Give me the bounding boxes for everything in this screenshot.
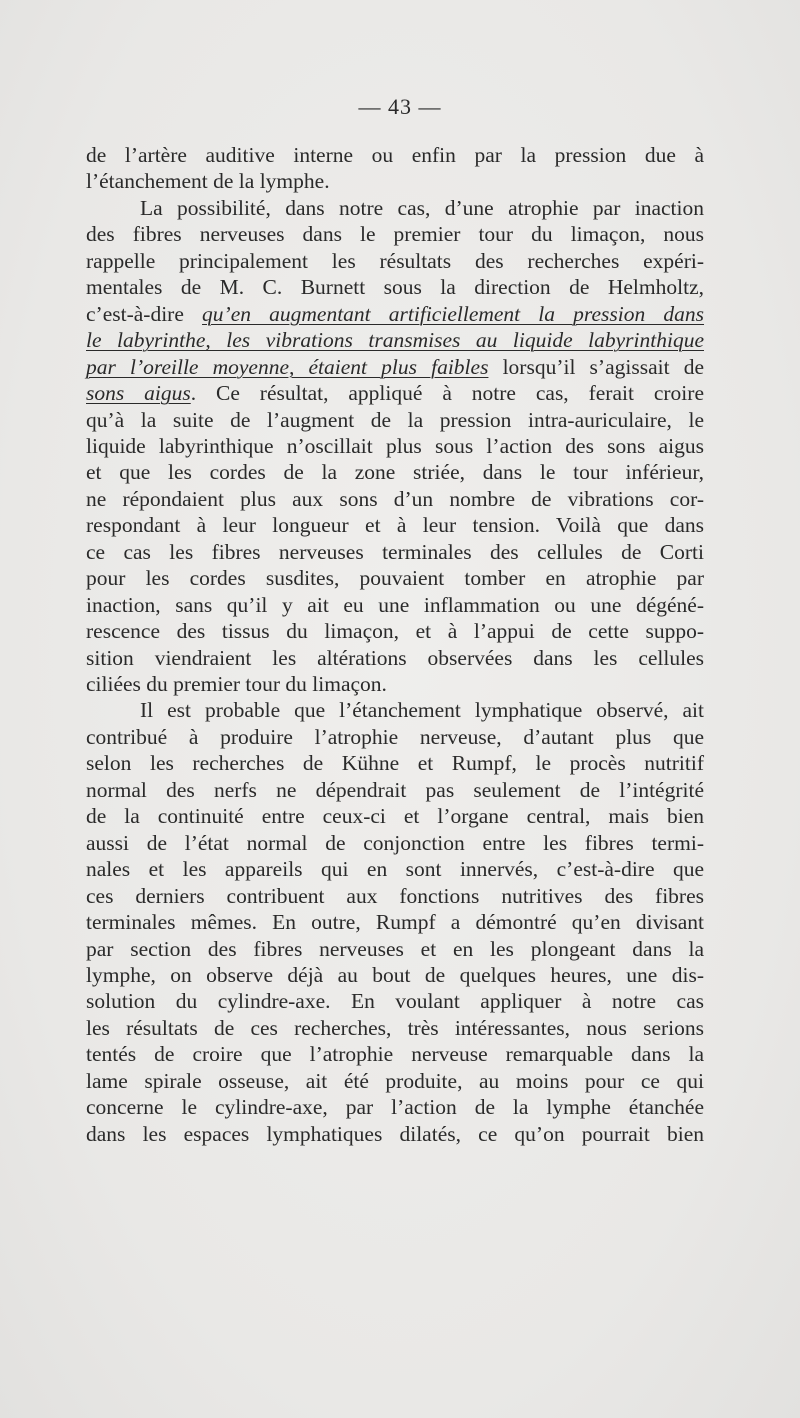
- text-line: [86, 512, 704, 538]
- italic-segment: sons aigus: [86, 381, 191, 406]
- text-segment: liquide labyrinthique n’oscillait plus sous l’action des sons aigus: [86, 433, 704, 458]
- text-segment: lymphe, on observe déjà au bout de quelques heures, une dis-: [86, 962, 704, 987]
- text-line: [86, 539, 704, 565]
- text-line: [86, 803, 704, 829]
- text-segment: de la continuité entre ceux-ci et l’organe central, mais bien: [86, 804, 704, 829]
- text-line: [86, 168, 704, 194]
- text-segment: l’étanchement de la lymphe.: [86, 169, 330, 194]
- text-line: [86, 327, 704, 353]
- text-line: [86, 221, 704, 247]
- text-line: [86, 936, 704, 962]
- text-segment: solution du cylindre-axe. En voulant appliquer à notre cas: [86, 989, 704, 1014]
- text-line: [86, 645, 704, 671]
- text-line: [86, 962, 704, 988]
- text-line: [86, 565, 704, 591]
- text-line: [86, 301, 704, 327]
- text-line: [86, 1094, 704, 1120]
- text-line: [86, 777, 704, 803]
- text-segment: rescence des tissus du limaçon, et à l’appui de cette suppo-: [86, 619, 704, 644]
- italic-segment: qu’en augmentant artificiellement la pression dans: [202, 301, 705, 326]
- text-segment: dans les espaces lymphatiques dilatés, ce qu’on pourrait bien: [86, 1121, 704, 1146]
- italic-segment: par l’oreille moyenne, étaient plus faibles: [86, 354, 489, 379]
- page-number: — 43 —: [358, 94, 442, 119]
- text-line: [86, 988, 704, 1014]
- text-line: [86, 380, 704, 406]
- text-segment: ne répondaient plus aux sons d’un nombre de vibrations cor-: [86, 486, 704, 511]
- text-segment: nales et les appareils qui en sont innervés, c’est-à-dire que: [86, 857, 704, 882]
- italic-segment: le labyrinthe, les vibrations transmises au liquide labyrinthique: [86, 328, 704, 353]
- text-segment: respondant à leur longueur et à leur tension. Voilà que dans: [86, 513, 704, 538]
- text-segment: terminales mêmes. En outre, Rumpf a démontré qu’en divisant: [86, 910, 704, 935]
- text-segment: selon les recherches de Kühne et Rumpf, le procès nutritif: [86, 751, 704, 776]
- text-line: [86, 724, 704, 750]
- text-segment: rappelle principalement les résultats des recherches expéri-: [86, 248, 704, 273]
- text-segment: pour les cordes susdites, pouvaient tomber en atrophie par: [86, 566, 704, 591]
- text-line: [86, 459, 704, 485]
- text-segment: contribué à produire l’atrophie nerveuse, d’autant plus que: [86, 724, 704, 749]
- text-segment: . Ce résultat, appliqué à notre cas, ferait croire: [190, 381, 704, 406]
- text-line: [86, 883, 704, 909]
- text-line: [86, 856, 704, 882]
- text-segment: normal des nerfs ne dépendrait pas seulement de l’intégrité: [86, 777, 704, 802]
- text-line: [86, 433, 704, 459]
- text-line: [86, 274, 704, 300]
- text-line: [86, 407, 704, 433]
- text-segment: mentales de M. C. Burnett sous la direction de Helmholtz,: [86, 275, 704, 300]
- text-segment: Il est probable que l’étanchement lymphatique observé, ait: [140, 698, 704, 723]
- text-segment: concerne le cylindre-axe, par l’action de la lymphe étanchée: [86, 1095, 704, 1120]
- text-segment: et que les cordes de la zone striée, dans le tour inférieur,: [86, 460, 704, 485]
- text-segment: ce cas les fibres nerveuses terminales des cellules de Corti: [86, 539, 704, 564]
- text-segment: sition viendraient les altérations observées dans les cellules: [86, 645, 704, 670]
- text-line: [86, 142, 704, 168]
- text-line: [86, 354, 704, 380]
- text-line: [86, 909, 704, 935]
- text-segment: inaction, sans qu’il y ait eu une inflammation ou une dégéné-: [86, 592, 704, 617]
- text-line: [140, 697, 704, 723]
- text-line: [86, 618, 704, 644]
- text-segment: c’est-à-dire: [86, 301, 203, 326]
- text-line: [86, 1041, 704, 1067]
- text-segment: de l’artère auditive interne ou enfin par la pression due à: [86, 143, 704, 167]
- text-segment: aussi de l’état normal de conjonction entre les fibres termi-: [86, 830, 704, 855]
- text-line: [86, 671, 704, 697]
- text-segment: les résultats de ces recherches, très intéressantes, nous serions: [86, 1015, 704, 1040]
- text-segment: tentés de croire que l’atrophie nerveuse remarquable dans la: [86, 1042, 704, 1067]
- text-line: [86, 1015, 704, 1041]
- text-segment: des fibres nerveuses dans le premier tour du limaçon, nous: [86, 222, 704, 247]
- text-line: [86, 1121, 704, 1147]
- text-segment: par section des fibres nerveuses et en les plongeant dans la: [86, 936, 704, 961]
- text-segment: lorsqu’il s’agissait de: [488, 354, 704, 379]
- text-segment: qu’à la suite de l’augment de la pression intra-auriculaire, le: [86, 407, 704, 432]
- text-segment: La possibilité, dans notre cas, d’une atrophie par inaction: [140, 195, 704, 220]
- text-line: [86, 248, 704, 274]
- text-line: [86, 830, 704, 856]
- text-line: [140, 195, 704, 221]
- text-line: [86, 592, 704, 618]
- text-line: [86, 486, 704, 512]
- text-segment: ces derniers contribuent aux fonctions nutritives des fibres: [86, 883, 704, 908]
- text-line: [86, 750, 704, 776]
- text-segment: lame spirale osseuse, ait été produite, au moins pour ce qui: [86, 1068, 704, 1093]
- text-line: [86, 1068, 704, 1094]
- text-segment: ciliées du premier tour du limaçon.: [86, 672, 387, 696]
